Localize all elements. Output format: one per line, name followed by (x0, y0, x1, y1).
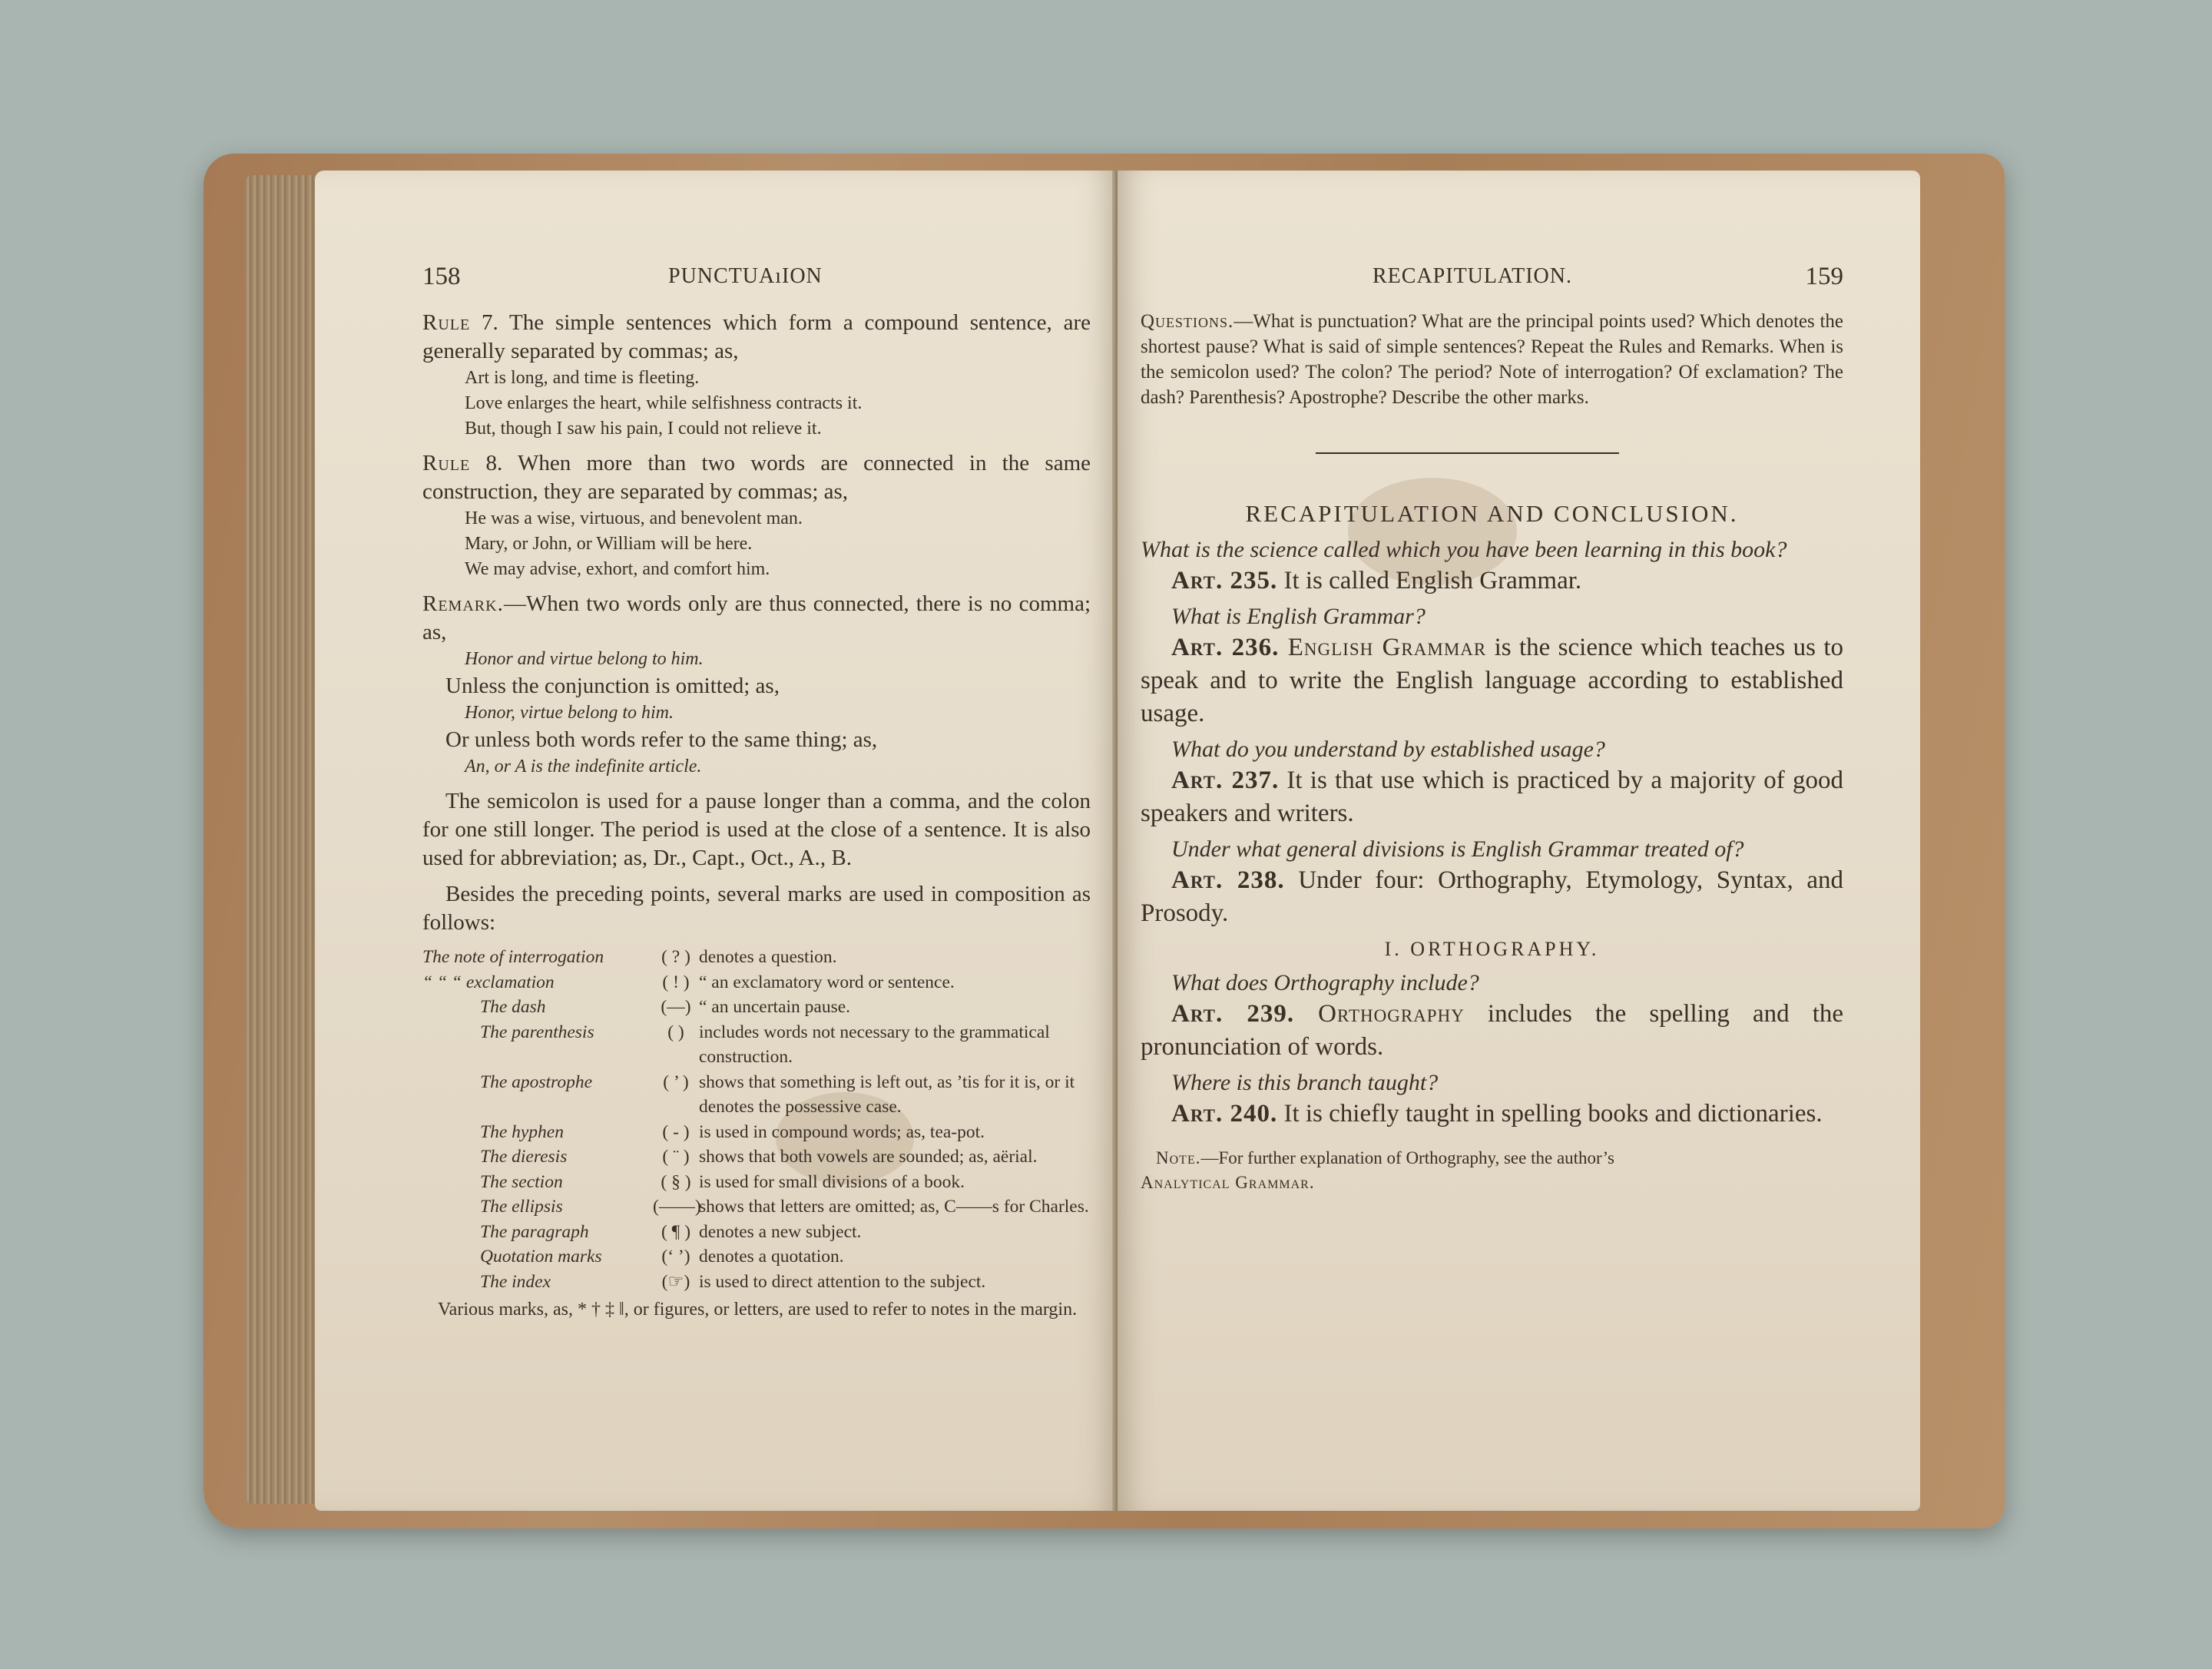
mark-row (422, 970, 1091, 995)
rule-7: Rule 7. The simple sentences which form a compound sentence, are generally separated by commas; as, (422, 310, 1091, 363)
right-page-content (1141, 263, 1843, 1195)
mark-label: The note of interrogation (422, 947, 604, 967)
mark-description: is used to direct attention to the subject. (699, 1271, 986, 1292)
mark-description: shows that both vowels are sounded; as, aërial. (699, 1147, 1038, 1167)
mark-symbol: ( ) (667, 1022, 684, 1042)
mark-row (422, 995, 1091, 1020)
rule-7-example: But, though I saw his pain, I could not relieve it. (465, 419, 822, 439)
question: What do you understand by established usage? (1171, 737, 1605, 762)
mark-symbol: ( - ) (662, 1121, 690, 1142)
mark-description: is used in compound words; as, tea-pot. (699, 1121, 985, 1142)
mark-row (422, 1144, 1091, 1170)
mark-label: The index (480, 1271, 551, 1292)
rule-8: Rule 8. When more than two words are connected in the same construction, they are separated by commas; as, (422, 451, 1091, 504)
besides-paragraph: Besides the preceding points, several marks are used in composition as follows: (422, 882, 1091, 935)
mark-symbol: ( ! ) (662, 972, 690, 992)
note: Note.—For further explanation of Orthography, see the author’s Analytical Grammar. (1141, 1148, 1614, 1192)
note-reference: Analytical Grammar. (1141, 1173, 1315, 1192)
remark-example: Honor and virtue belong to him. (465, 649, 704, 669)
mark-symbol: ( § ) (661, 1171, 691, 1192)
questions-block: Questions.—What is punctuation? What are the principal points used? Which denotes the shortest pause? What is said of simple sentences? Repeat the Rules and Remarks. When is the semicolon used? The colon? The period? Note of interrogation? Of exclamation? The dash? Parenthesis? Apostrophe? Describe the other marks. (1141, 311, 1843, 408)
section-heading: RECAPITULATION AND CONCLUSION. (1245, 500, 1739, 527)
mark-label: The ellipsis (480, 1197, 563, 1217)
question: Where is this branch taught? (1171, 1070, 1439, 1095)
semicolon-paragraph: The semicolon is used for a pause longer than a comma, and the colon for one still longer. The period is used at the close of a sentence. It is also used for abbreviation; as, Dr., Capt., Oct., A., B. (422, 789, 1091, 870)
mark-label: The parenthesis (480, 1022, 594, 1042)
rule-8-example: Mary, or John, or William will be here. (465, 534, 753, 554)
mark-label: The paragraph (480, 1221, 589, 1242)
marks-table (422, 945, 1091, 1294)
mark-label: The section (480, 1171, 563, 1192)
unless-line: Unless the conjunction is omitted; as, (445, 674, 780, 698)
rule-7-example: Art is long, and time is fleeting. (465, 368, 700, 388)
mark-label: Quotation marks (480, 1247, 602, 1267)
mark-description: denotes a quotation. (699, 1247, 844, 1267)
article-237: Art. 237. It is that use which is practiced by a majority of good speakers and writers. (1141, 767, 1843, 827)
rule-7-example: Love enlarges the heart, while selfishness contracts it. (465, 393, 863, 413)
page-number: 158 (422, 263, 461, 290)
article-238: Art. 238. Under four: Orthography, Etymology, Syntax, and Prosody. (1141, 866, 1843, 927)
mark-row (422, 1020, 1091, 1070)
left-page (315, 171, 1118, 1511)
mark-row (422, 1220, 1091, 1245)
mark-description: is used for small divisions of a book. (699, 1171, 965, 1192)
running-head-title: RECAPITULATION. (1373, 264, 1572, 288)
remark: Remark.—When two words only are thus connected, there is no comma; as, (422, 591, 1091, 644)
page-number: 159 (1805, 263, 1843, 290)
right-running-head (1141, 263, 1843, 309)
article-240: Art. 240. It is chiefly taught in spelling books and dictionaries. (1171, 1100, 1823, 1128)
left-running-head (422, 263, 1091, 309)
question: What is the science called which you have been learning in this book? (1141, 537, 1787, 562)
or-unless-example: An, or A is the indefinite article. (465, 757, 702, 777)
left-page-content (422, 263, 1091, 1323)
mark-label: The dash (480, 997, 546, 1017)
mark-description: “ an uncertain pause. (699, 997, 851, 1017)
running-head-title: PUNCTUAıION (668, 264, 823, 288)
mark-description: includes words not necessary to the grammatical construction. (699, 1022, 1050, 1067)
mark-symbol: (‘ ’) (661, 1247, 690, 1267)
question: What does Orthography include? (1171, 970, 1479, 995)
rule-8-example: He was a wise, virtuous, and benevolent man. (465, 508, 803, 528)
mark-symbol: ( ¶ ) (661, 1221, 691, 1242)
or-unless-line: Or unless both words refer to the same thing; as, (445, 727, 878, 752)
article-235: Art. 235. It is called English Grammar. (1171, 567, 1582, 594)
mark-symbol: (☞) (661, 1271, 690, 1292)
mark-description: shows that something is left out, as ’tis for it is, or it denotes the possessive case. (699, 1071, 1075, 1117)
mark-description: “ an exclamatory word or sentence. (699, 972, 955, 992)
mark-description: denotes a new subject. (699, 1221, 862, 1242)
question: What is English Grammar? (1171, 604, 1426, 629)
mark-row (422, 1120, 1091, 1145)
mark-symbol: (—) (661, 997, 691, 1017)
orthography-subheading: I. ORTHOGRAPHY. (1384, 938, 1600, 960)
mark-row (422, 1194, 1091, 1220)
mark-label: The dieresis (480, 1147, 568, 1167)
mark-label: The apostrophe (480, 1071, 593, 1092)
question: Under what general divisions is English Grammar treated of? (1171, 836, 1744, 862)
mark-symbol: ( ? ) (661, 947, 690, 967)
mark-description: shows that letters are omitted; as, C——s for Charles. (699, 1197, 1089, 1217)
divider-rule (1316, 452, 1619, 454)
mark-symbol: (——) (653, 1197, 701, 1217)
unless-example: Honor, virtue belong to him. (465, 703, 674, 723)
article-236: Art. 236. English Grammar is the science which teaches us to speak and to write the English language according to established usage. (1141, 634, 1844, 727)
mark-row (422, 1244, 1091, 1270)
rule-8-example: We may advise, exhort, and comfort him. (465, 559, 770, 579)
mark-label: “ “ “ exclamation (422, 972, 555, 992)
footer-paragraph: Various marks, as, * † ‡ ‖, or figures, or letters, are used to refer to notes in the margin. (438, 1300, 1078, 1320)
mark-label: The hyphen (480, 1121, 564, 1142)
mark-row (422, 1270, 1091, 1295)
article-239: Art. 239. Orthography includes the spelling and the pronunciation of words. (1141, 1000, 1844, 1061)
mark-row (422, 1170, 1091, 1195)
mark-row (422, 1070, 1091, 1120)
mark-symbol: ( ’ ) (663, 1071, 689, 1092)
right-page (1118, 171, 1920, 1511)
mark-description: denotes a question. (699, 947, 837, 967)
mark-symbol: ( ¨ ) (662, 1147, 690, 1167)
mark-row (422, 945, 1091, 970)
